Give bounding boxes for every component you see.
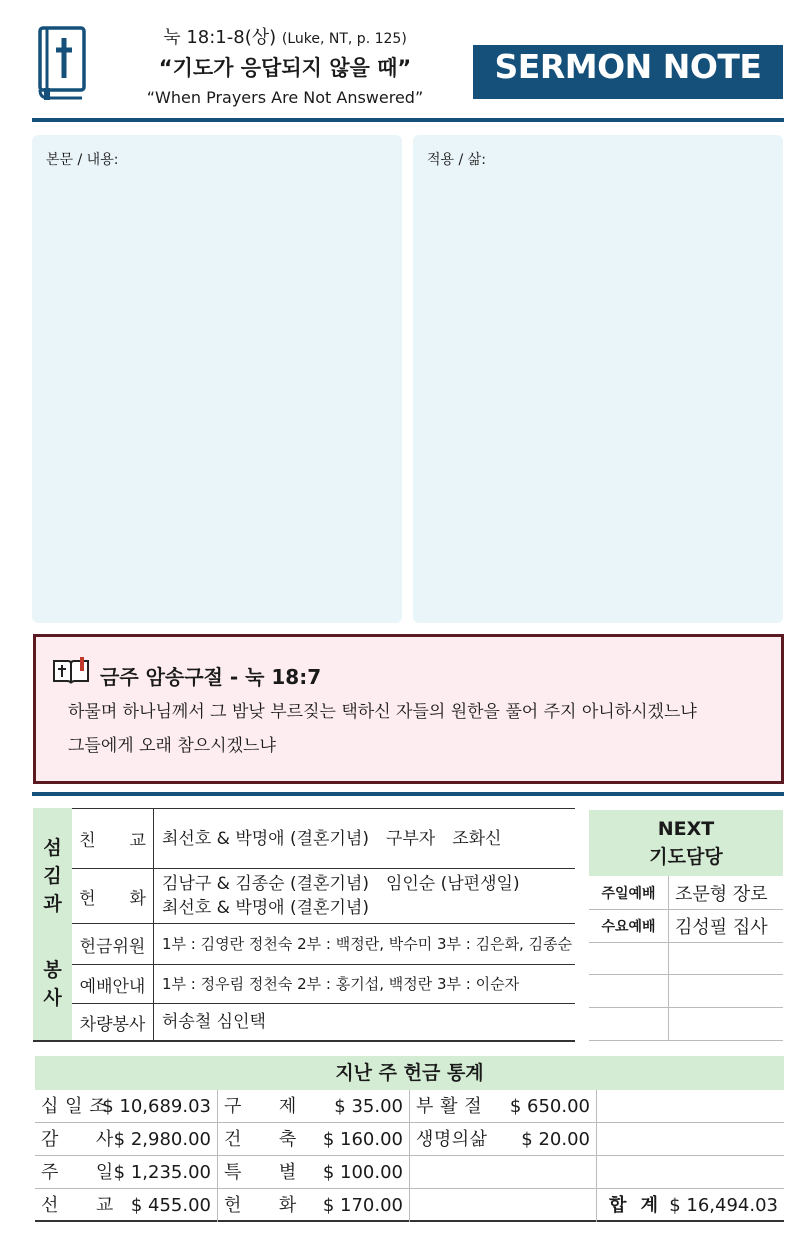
offering-label: 생명의삶 — [416, 1129, 488, 1150]
service-value — [162, 924, 575, 964]
offering-cell — [410, 1090, 597, 1123]
table-row — [35, 1156, 784, 1189]
prayer-leader-name: 김성필 집사 — [675, 917, 768, 938]
content-notes-area[interactable] — [32, 135, 402, 623]
next-prayer-row — [589, 910, 783, 943]
offering-label: 감 사 — [41, 1129, 114, 1150]
service-value — [162, 1004, 575, 1040]
offering-cell — [410, 1156, 597, 1189]
service-value-line: 1부 : 김영란 정천숙 2부 : 백정란, 박수미 3부 : 김은화, 김종순 — [162, 935, 573, 953]
offering-stats-table — [35, 1090, 784, 1222]
offering-amount: $ 1,235.00 — [113, 1162, 211, 1183]
side-char: 과 — [43, 893, 62, 915]
table-row — [35, 1090, 784, 1123]
reference-note: (Luke, NT, p. 125) — [281, 31, 407, 47]
service-row-offering-committee — [72, 923, 575, 964]
offering-label: 구 제 — [224, 1096, 297, 1117]
application-notes-area[interactable] — [413, 135, 783, 623]
sermon-note-banner — [473, 45, 783, 99]
banner-text: SERMON NOTE — [494, 47, 762, 86]
verse-line-1: 하물며 하나님께서 그 밤낮 부르짖는 택하신 자들의 원한을 풀어 주지 아니하시겠느냐 — [68, 702, 697, 722]
offering-amount: $ 2,980.00 — [113, 1129, 211, 1150]
offering-cell — [597, 1156, 784, 1189]
table-row — [35, 1123, 784, 1156]
content-notes-label: 본문 / 내용: — [46, 152, 119, 168]
service-row-flowers — [72, 868, 575, 923]
memory-verse-text — [68, 695, 697, 763]
side-char: 섬 — [43, 837, 62, 859]
offering-label: 십 일 조 — [41, 1096, 108, 1117]
offering-stats-title: 지난 주 헌금 통계 — [35, 1056, 784, 1090]
prayer-service-label — [589, 943, 669, 974]
header-divider — [32, 118, 784, 122]
prayer-service-label: 수요예배 — [589, 910, 669, 942]
service-value-line: 최선호 & 박명애 (결혼기념) 구부자 조화신 — [162, 828, 502, 849]
offering-amount: $ 100.00 — [322, 1162, 403, 1183]
offering-cell — [218, 1090, 410, 1123]
service-value — [162, 869, 575, 923]
prayer-service-label: 주일예배 — [589, 876, 669, 909]
reference-text: 눅 18:1-8(상) — [163, 27, 277, 48]
offering-cell — [218, 1189, 410, 1222]
service-value — [162, 809, 575, 868]
service-value-line: 김남구 & 김종순 (결혼기념) 임인순 (남편생일) — [162, 874, 520, 894]
offering-total-cell — [597, 1189, 784, 1222]
offering-amount: $ 170.00 — [322, 1195, 403, 1216]
next-prayer-header — [589, 810, 783, 876]
offering-amount: $ 160.00 — [322, 1129, 403, 1150]
prayer-service-label — [589, 975, 669, 1007]
offering-cell — [410, 1123, 597, 1156]
application-notes-label: 적용 / 삶: — [427, 152, 486, 168]
offering-cell — [35, 1123, 218, 1156]
sermon-header — [120, 26, 450, 109]
next-prayer-row — [589, 943, 783, 975]
prayer-leader-name: 조문형 장로 — [675, 883, 768, 905]
offering-cell — [218, 1123, 410, 1156]
sermon-title-korean: “기도가 응답되지 않을 때” — [158, 56, 412, 80]
service-category: 예배안내 — [72, 965, 154, 1003]
offering-cell — [410, 1189, 597, 1222]
offering-amount: $ 20.00 — [521, 1129, 590, 1150]
offering-total-label: 합 계 — [609, 1195, 663, 1216]
offering-label: 건 축 — [224, 1129, 297, 1150]
offering-cell — [597, 1123, 784, 1156]
side-char: 사 — [43, 987, 62, 1009]
service-value — [162, 965, 575, 1003]
service-value-line: 허송철 심인택 — [162, 1012, 266, 1032]
service-row-transport — [72, 1003, 575, 1040]
offering-amount: $ 10,689.03 — [102, 1096, 211, 1117]
offering-label: 부 활 절 — [416, 1096, 483, 1117]
service-category: 헌금위원 — [72, 924, 154, 964]
offering-cell — [218, 1156, 410, 1189]
offering-label: 헌 화 — [224, 1195, 297, 1216]
memory-verse-box — [33, 634, 784, 784]
service-row-ushers — [72, 964, 575, 1003]
section-divider — [32, 792, 784, 796]
service-category: 헌 화 — [72, 869, 154, 923]
next-prayer-row — [589, 876, 783, 910]
service-category: 차량봉사 — [72, 1004, 154, 1040]
next-prayer-row — [589, 975, 783, 1008]
scripture-reference — [120, 26, 450, 51]
bible-cross-icon — [34, 24, 90, 102]
offering-cell — [35, 1090, 218, 1123]
service-category: 친 교 — [72, 809, 154, 868]
offering-cell — [597, 1090, 784, 1123]
offering-total-amount: $ 16,494.03 — [669, 1195, 778, 1216]
offering-amount: $ 35.00 — [334, 1096, 403, 1117]
side-char: 봉 — [43, 959, 62, 981]
next-prayer-subtitle: 기도담당 — [649, 846, 723, 868]
service-row-fellowship — [72, 808, 575, 868]
offering-cell — [35, 1156, 218, 1189]
offering-amount: $ 650.00 — [509, 1096, 590, 1117]
service-value-line: 1부 : 정우림 정천숙 2부 : 홍기섭, 백정란 3부 : 이순자 — [162, 975, 520, 993]
sermon-title-english: “When Prayers Are Not Answered” — [146, 88, 424, 107]
offering-label: 선 교 — [41, 1195, 114, 1216]
offering-label: 특 별 — [224, 1162, 297, 1183]
offering-amount: $ 455.00 — [130, 1195, 211, 1216]
service-value-line: 최선호 & 박명애 (결혼기념) — [162, 898, 369, 918]
offering-label: 주 일 — [41, 1162, 114, 1183]
prayer-service-label — [589, 1008, 669, 1040]
side-char: 김 — [43, 865, 62, 887]
verse-line-2: 그들에게 오래 참으시겠느냐 — [68, 736, 276, 756]
table-row — [35, 1189, 784, 1222]
service-side-label — [33, 808, 72, 1042]
offering-cell — [35, 1189, 218, 1222]
open-bible-icon — [52, 657, 90, 685]
service-table-bottom-rule — [33, 1040, 575, 1042]
memory-verse-title: 금주 암송구절 - 눅 18:7 — [100, 665, 322, 689]
next-prayer-title: NEXT — [657, 818, 715, 840]
next-prayer-row — [589, 1008, 783, 1041]
